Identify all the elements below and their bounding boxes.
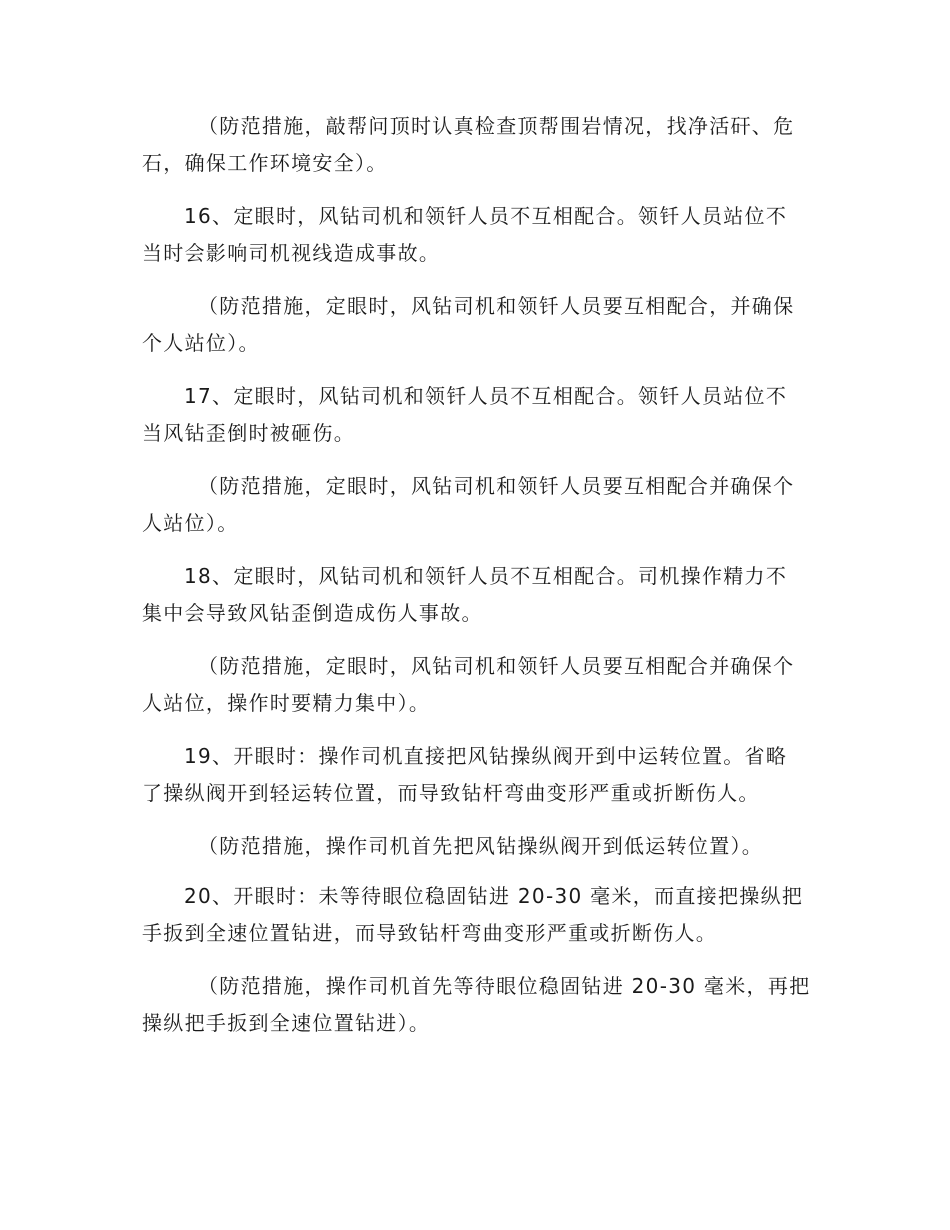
paragraph-line — [142, 595, 810, 632]
paragraph-line — [142, 1005, 810, 1042]
measure-paragraph — [142, 108, 810, 182]
line-text: 个人站位）。 — [142, 331, 260, 355]
item-paragraph — [142, 738, 810, 812]
paragraph-line — [142, 145, 810, 182]
line-text: （防范措施，敲帮问顶时认真检查顶帮围岩情况，找净活矸、危 — [198, 114, 795, 138]
line-text: 16、定眼时，风钻司机和领钎人员不互相配合。领钎人员站位不 — [184, 204, 788, 228]
paragraph-line — [142, 775, 810, 812]
line-text: 集中会导致风钻歪倒造成伤人事故。 — [142, 601, 483, 625]
paragraph-line — [142, 915, 810, 952]
line-text: （防范措施，定眼时，风钻司机和领钎人员要互相配合并确保个 — [198, 654, 795, 678]
measure-paragraph — [142, 288, 810, 362]
line-text: 20、开眼时：未等待眼位稳固钻进 20-30 毫米，而直接把操纵把 — [184, 884, 804, 908]
line-text: 18、定眼时，风钻司机和领钎人员不互相配合。司机操作精力不 — [184, 564, 788, 588]
line-text: 19、开眼时：操作司机直接把风钻操纵阀开到中运转位置。省略 — [184, 744, 788, 768]
line-text: 17、定眼时，风钻司机和领钎人员不互相配合。领钎人员站位不 — [184, 384, 788, 408]
measure-paragraph — [142, 648, 810, 722]
line-text: 当时会影响司机视线造成事故。 — [142, 241, 441, 265]
paragraph-line — [142, 558, 810, 595]
paragraph-line — [142, 325, 810, 362]
item-paragraph — [142, 198, 810, 272]
paragraph-line — [142, 108, 810, 145]
paragraph-line — [142, 198, 810, 235]
line-text: 当风钻歪倒时被砸伤。 — [142, 421, 355, 445]
item-paragraph — [142, 878, 810, 952]
paragraph-line — [142, 878, 810, 915]
line-text: 手扳到全速位置钻进，而导致钻杆弯曲变形严重或折断伤人。 — [142, 921, 718, 945]
measure-paragraph — [142, 968, 810, 1042]
paragraph-line — [142, 288, 810, 325]
line-text: （防范措施，定眼时，风钻司机和领钎人员要互相配合，并确保 — [198, 294, 795, 318]
item-paragraph — [142, 558, 810, 632]
paragraph-line — [142, 685, 810, 722]
line-text: 石，确保工作环境安全）。 — [142, 151, 388, 175]
line-text: 人站位）。 — [142, 511, 239, 535]
paragraph-line — [142, 378, 810, 415]
line-text: （防范措施，操作司机首先等待眼位稳固钻进 20-30 毫米，再把 — [198, 974, 811, 998]
item-paragraph — [142, 378, 810, 452]
paragraph-line — [142, 468, 810, 505]
paragraph-line — [142, 738, 810, 775]
paragraph-line — [142, 828, 810, 865]
paragraph-line — [142, 505, 810, 542]
paragraph-line — [142, 648, 810, 685]
line-text: （防范措施，定眼时，风钻司机和领钎人员要互相配合并确保个 — [198, 474, 795, 498]
line-text: 了操纵阀开到轻运转位置，而导致钻杆弯曲变形严重或折断伤人。 — [142, 781, 760, 805]
line-text: （防范措施，操作司机首先把风钻操纵阀开到低运转位置）。 — [198, 834, 764, 858]
measure-paragraph — [142, 828, 810, 865]
measure-paragraph — [142, 468, 810, 542]
paragraph-line — [142, 235, 810, 272]
line-text: 操纵把手扳到全速位置钻进）。 — [142, 1011, 431, 1035]
paragraph-line — [142, 968, 810, 1005]
line-text: 人站位，操作时要精力集中）。 — [142, 691, 431, 715]
paragraph-line — [142, 415, 810, 452]
